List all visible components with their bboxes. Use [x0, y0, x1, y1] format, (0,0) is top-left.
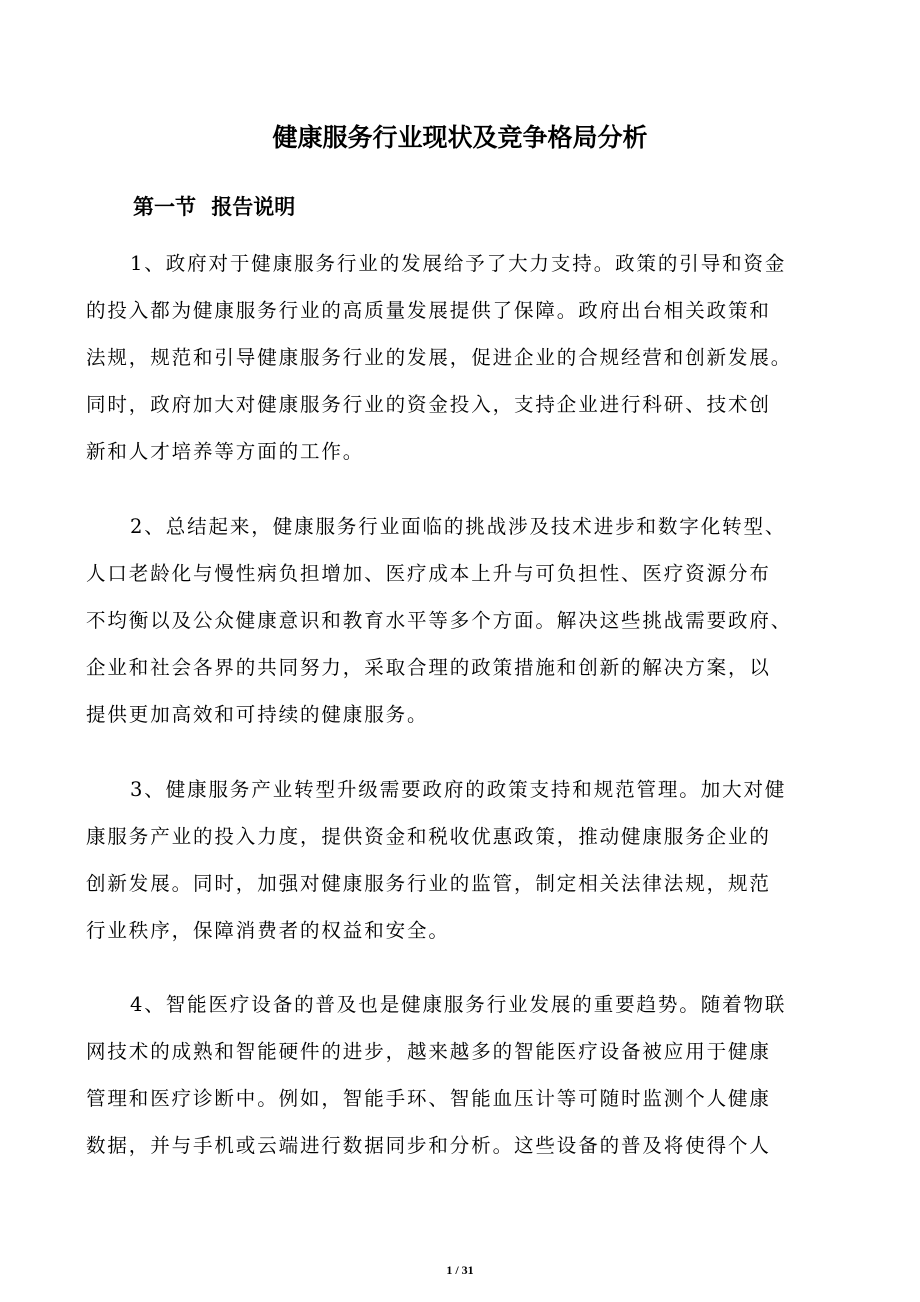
section-heading [133, 190, 295, 224]
paragraph-line: 的投入都为健康服务行业的高质量发展提供了保障。政府出台相关政策和 [86, 299, 771, 322]
paragraph-4 [86, 981, 866, 1169]
paragraph-line: 不均衡以及公众健康意识和教育水平等多个方面。解决这些挑战需要政府、 [86, 609, 793, 632]
paragraph-line: 3、健康服务产业转型升级需要政府的政策支持和规范管理。加大对健 [130, 778, 787, 801]
paragraph-line: 人口老龄化与慢性病负担增加、医疗成本上升与可负担性、医疗资源分布 [86, 562, 771, 585]
paragraph-line: 行业秩序，保障消费者的权益和安全。 [86, 919, 450, 942]
paragraph-3 [86, 766, 866, 954]
paragraph-line: 提供更加高效和可持续的健康服务。 [86, 703, 429, 726]
paragraph-line: 同时，政府加大对健康服务行业的资金投入，支持企业进行科研、技术创 [86, 393, 771, 416]
paragraph-line: 康服务产业的投入力度，提供资金和税收优惠政策，推动健康服务企业的 [86, 825, 771, 848]
paragraph-2 [86, 503, 866, 738]
paragraph-line: 数据，并与手机或云端进行数据同步和分析。这些设备的普及将使得个人 [86, 1134, 771, 1157]
document-title: 健康服务行业现状及竞争格局分析 [272, 123, 648, 152]
paragraph-line: 网技术的成熟和智能硬件的进步，越来越多的智能医疗设备被应用于健康 [86, 1040, 771, 1063]
paragraph-line: 法规，规范和引导健康服务行业的发展，促进企业的合规经营和创新发展。 [86, 346, 793, 369]
paragraph-line: 新和人才培养等方面的工作。 [86, 440, 365, 463]
paragraph-line: 4、智能医疗设备的普及也是健康服务行业发展的重要趋势。随着物联 [130, 993, 787, 1016]
section-number: 第一节 [133, 194, 196, 219]
paragraph-line: 创新发展。同时，加强对健康服务行业的监管，制定相关法律法规，规范 [86, 872, 771, 895]
paragraph-line: 2、总结起来，健康服务行业面临的挑战涉及技术进步和数字化转型、 [130, 515, 787, 538]
paragraph-line: 1、政府对于健康服务行业的发展给予了大力支持。政策的引导和资金 [130, 252, 787, 275]
paragraph-line: 管理和医疗诊断中。例如，智能手环、智能血压计等可随时监测个人健康 [86, 1087, 771, 1110]
section-title: 报告说明 [211, 194, 296, 219]
page-number: 1 / 31 [446, 1263, 474, 1277]
paragraph-line: 企业和社会各界的共同努力，采取合理的政策措施和创新的解决方案，以 [86, 656, 771, 679]
paragraph-1 [86, 240, 866, 475]
